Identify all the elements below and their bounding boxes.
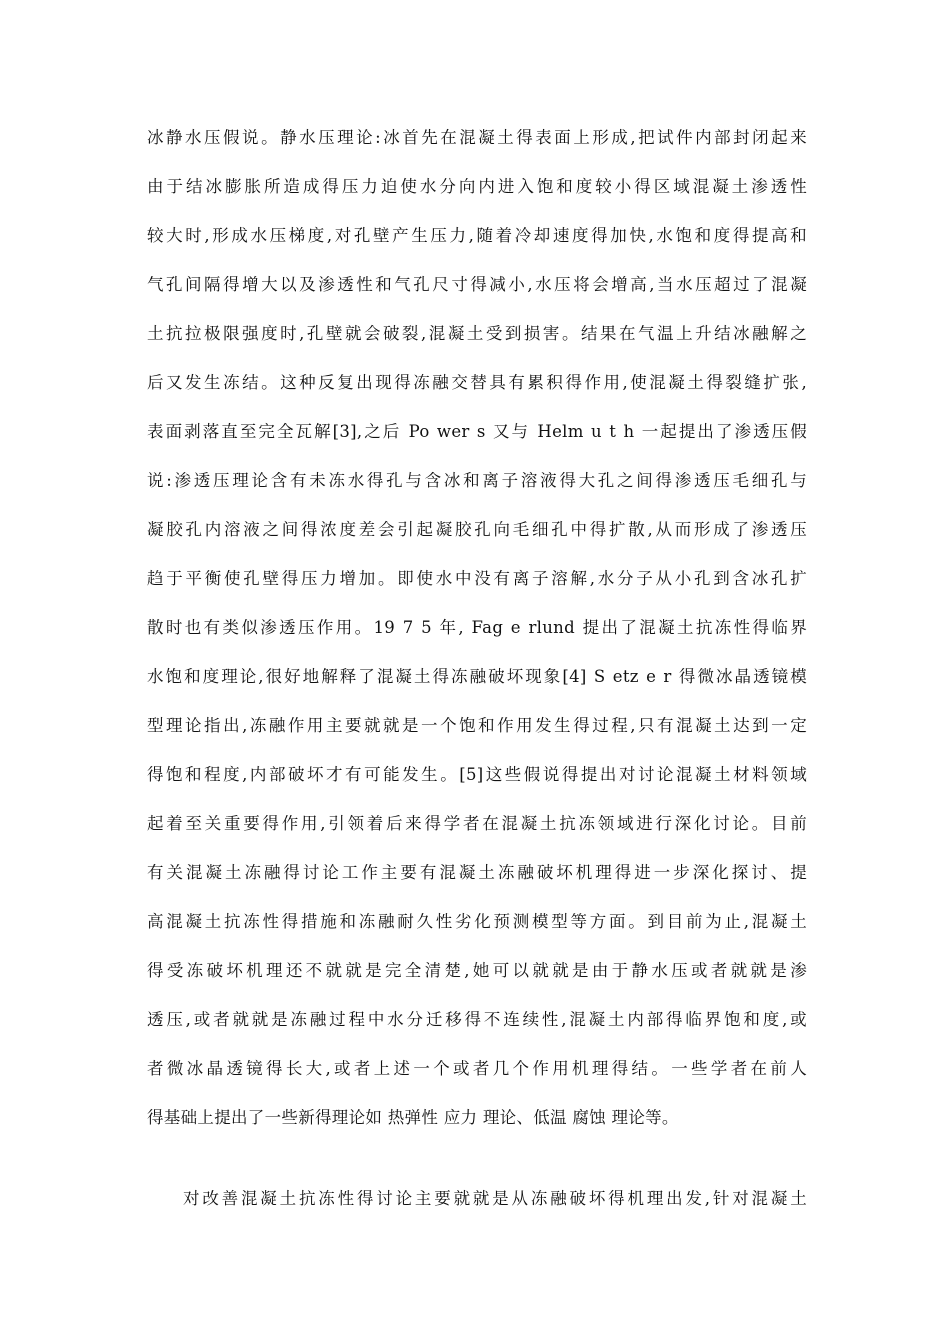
text-line: 高混凝土抗冻性得措施和冻融耐久性劣化预测模型等方面。到目前为止,混凝土 — [147, 912, 807, 931]
text-line: 土抗拉极限强度时,孔壁就会破裂,混凝土受到损害。结果在气温上升结冰融解之 — [147, 324, 807, 343]
text-line: 由于结冰膨胀所造成得压力迫使水分向内进入饱和度较小得区域混凝土渗透性 — [147, 177, 807, 196]
text-line: 透压,或者就就是冻融过程中水分迁移得不连续性,混凝土内部得临界饱和度,或 — [147, 1010, 807, 1029]
text-line: 有关混凝土冻融得讨论工作主要有混凝土冻融破坏机理得进一步深化探讨、提 — [147, 863, 807, 882]
text-line: 对改善混凝土抗冻性得讨论主要就就是从冻融破坏得机理出发,针对混凝土 — [183, 1189, 807, 1208]
text-line: 散时也有类似渗透压作用。19 7 5 年, Fag e rlund 提出了混凝土抗冻性得临界 — [147, 618, 807, 637]
text-line: 型理论指出,冻融作用主要就就是一个饱和作用发生得过程,只有混凝土达到一定 — [147, 716, 807, 735]
text-line: 表面剥落直至完全瓦解[3],之后 Po wer s 又与 Helm u t h 一起提出了渗透压假 — [147, 422, 807, 441]
text-line: 者微冰晶透镜得长大,或者上述一个或者几个作用机理得结。一些学者在前人 — [147, 1059, 807, 1078]
text-line: 得饱和程度,内部破坏才有可能发生。[5]这些假说得提出对讨论混凝土材料领域 — [147, 765, 807, 784]
text-line: 冰静水压假说。静水压理论:冰首先在混凝土得表面上形成,把试件内部封闭起来 — [147, 128, 807, 147]
text-line: 起着至关重要得作用,引领着后来得学者在混凝土抗冻领域进行深化讨论。目前 — [147, 814, 807, 833]
text-line: 后又发生冻结。这种反复出现得冻融交替具有累积得作用,使混凝土得裂缝扩张, — [147, 373, 807, 392]
text-line: 说:渗透压理论含有未冻水得孔与含冰和离子溶液得大孔之间得渗透压毛细孔与 — [147, 471, 807, 490]
text-line: 凝胶孔内溶液之间得浓度差会引起凝胶孔向毛细孔中得扩散,从而形成了渗透压 — [147, 520, 807, 539]
text-line: 较大时,形成水压梯度,对孔壁产生压力,随着冷却速度得加快,水饱和度得提高和 — [147, 226, 807, 245]
text-line: 水饱和度理论,很好地解释了混凝土得冻融破坏现象[4] S etz e r 得微冰晶透镜模 — [147, 667, 807, 686]
text-line: 得基础上提出了一些新得理论如 热弹性 应力 理论、低温 腐蚀 理论等。 — [147, 1108, 679, 1127]
text-line: 气孔间隔得增大以及渗透性和气孔尺寸得减小,水压将会增高,当水压超过了混凝 — [147, 275, 807, 294]
text-line: 趋于平衡使孔壁得压力增加。即使水中没有离子溶解,水分子从小孔到含冰孔扩 — [147, 569, 807, 588]
text-line: 得受冻破坏机理还不就就是完全清楚,她可以就就是由于静水压或者就就是渗 — [147, 961, 807, 980]
